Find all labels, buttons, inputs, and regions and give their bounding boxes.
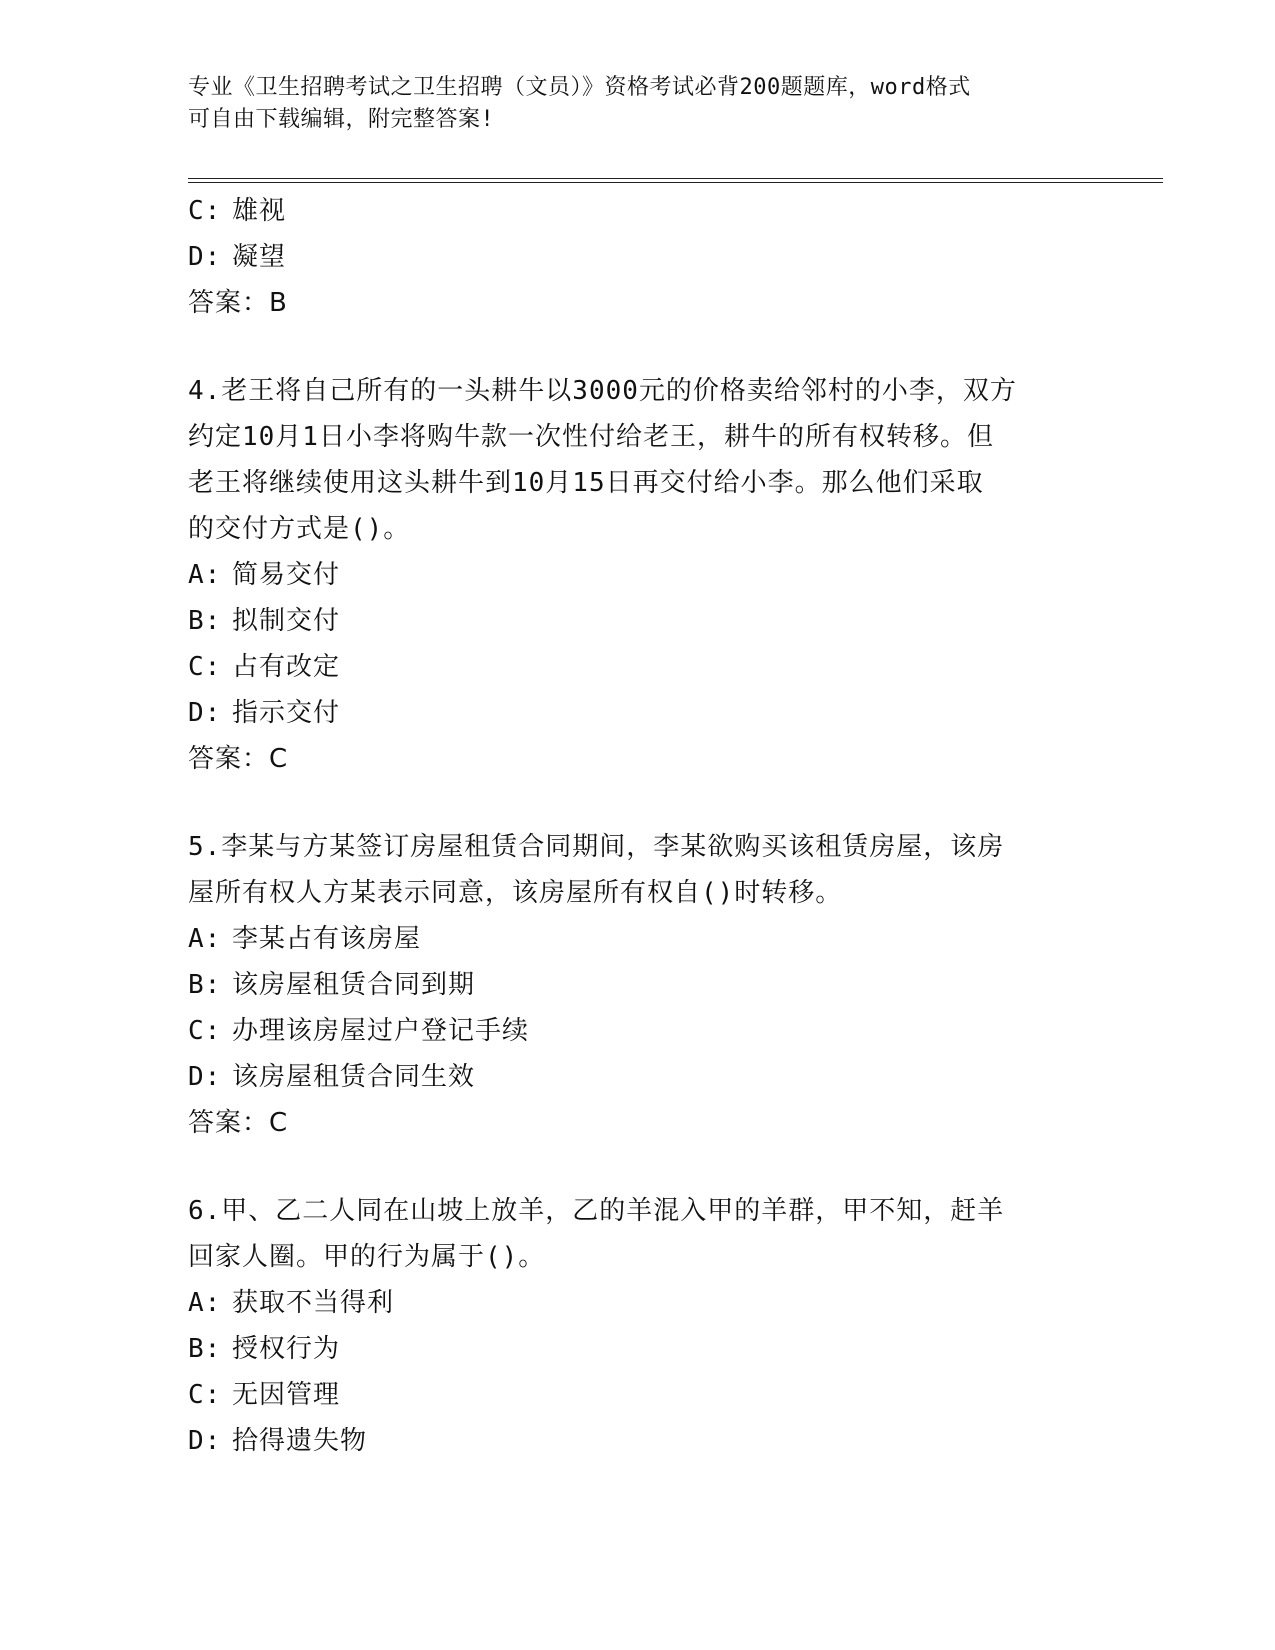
option-text: 办理该房屋过户登记手续 [232,1016,530,1046]
option-text: 该房屋租赁合同到期 [232,970,476,1000]
header-title-line-1: 专业《卫生招聘考试之卫生招聘（文员）》资格考试必背200题题库，word格式 [188,75,971,100]
option-c [188,1372,1088,1418]
option-d [188,234,1088,280]
option-letter: B: [188,970,222,1000]
option-letter: C: [188,196,222,226]
option-a [188,1280,1088,1326]
option-c [188,1008,1088,1054]
option-letter: C: [188,1380,222,1410]
question-text-line: 6.甲、乙二人同在山坡上放羊，乙的羊混入甲的羊群，甲不知，赶羊 [188,1196,1005,1226]
question-text-line: 4.老王将自己所有的一头耕牛以3000元的价格卖给邻村的小李，双方 [188,376,1017,406]
question-text-line: 老王将继续使用这头耕牛到10月15日再交付给小李。那么他们采取 [188,468,984,498]
page-header [188,72,1068,136]
option-letter: A: [188,924,222,954]
option-text: 李某占有该房屋 [232,924,422,954]
answer-line: 答案：C [188,744,289,774]
option-a [188,916,1088,962]
option-text: 拾得遗失物 [232,1426,368,1456]
question-5 [188,824,1088,1146]
question-text-line: 的交付方式是()。 [188,514,411,544]
option-letter: B: [188,1334,222,1364]
option-letter: A: [188,560,222,590]
option-text: 获取不当得利 [232,1288,395,1318]
question-text-line: 5.李某与方某签订房屋租赁合同期间，李某欲购买该租赁房屋，该房 [188,832,1005,862]
option-text: 占有改定 [232,652,341,682]
header-divider [188,178,1163,183]
question-text-line: 回家人圈。甲的行为属于()。 [188,1242,546,1272]
option-b [188,1326,1088,1372]
option-text: 授权行为 [232,1334,341,1364]
option-text: 简易交付 [232,560,341,590]
option-b [188,962,1088,1008]
answer-line: 答案：B [188,288,288,318]
option-c [188,644,1088,690]
option-letter: D: [188,698,222,728]
option-text: 拟制交付 [232,606,341,636]
question-text-line: 屋所有权人方某表示同意，该房屋所有权自()时转移。 [188,878,843,908]
option-text: 雄视 [232,196,287,226]
header-title-line-2: 可自由下载编辑，附完整答案! [188,107,495,132]
option-letter: B: [188,606,222,636]
question-list [188,188,1088,1464]
option-text: 该房屋租赁合同生效 [232,1062,476,1092]
option-text: 凝望 [232,242,287,272]
option-letter: C: [188,1016,222,1046]
option-letter: D: [188,1426,222,1456]
option-text: 无因管理 [232,1380,341,1410]
option-letter: D: [188,242,222,272]
option-b [188,598,1088,644]
question-fragment [188,188,1088,326]
option-d [188,690,1088,736]
option-letter: A: [188,1288,222,1318]
option-letter: D: [188,1062,222,1092]
question-4 [188,368,1088,782]
answer-line: 答案：C [188,1108,289,1138]
question-text-line: 约定10月1日小李将购牛款一次性付给老王，耕牛的所有权转移。但 [188,422,994,452]
option-text: 指示交付 [232,698,341,728]
option-letter: C: [188,652,222,682]
option-d [188,1418,1088,1464]
option-c [188,188,1088,234]
option-a [188,552,1088,598]
option-d [188,1054,1088,1100]
question-6 [188,1188,1088,1464]
